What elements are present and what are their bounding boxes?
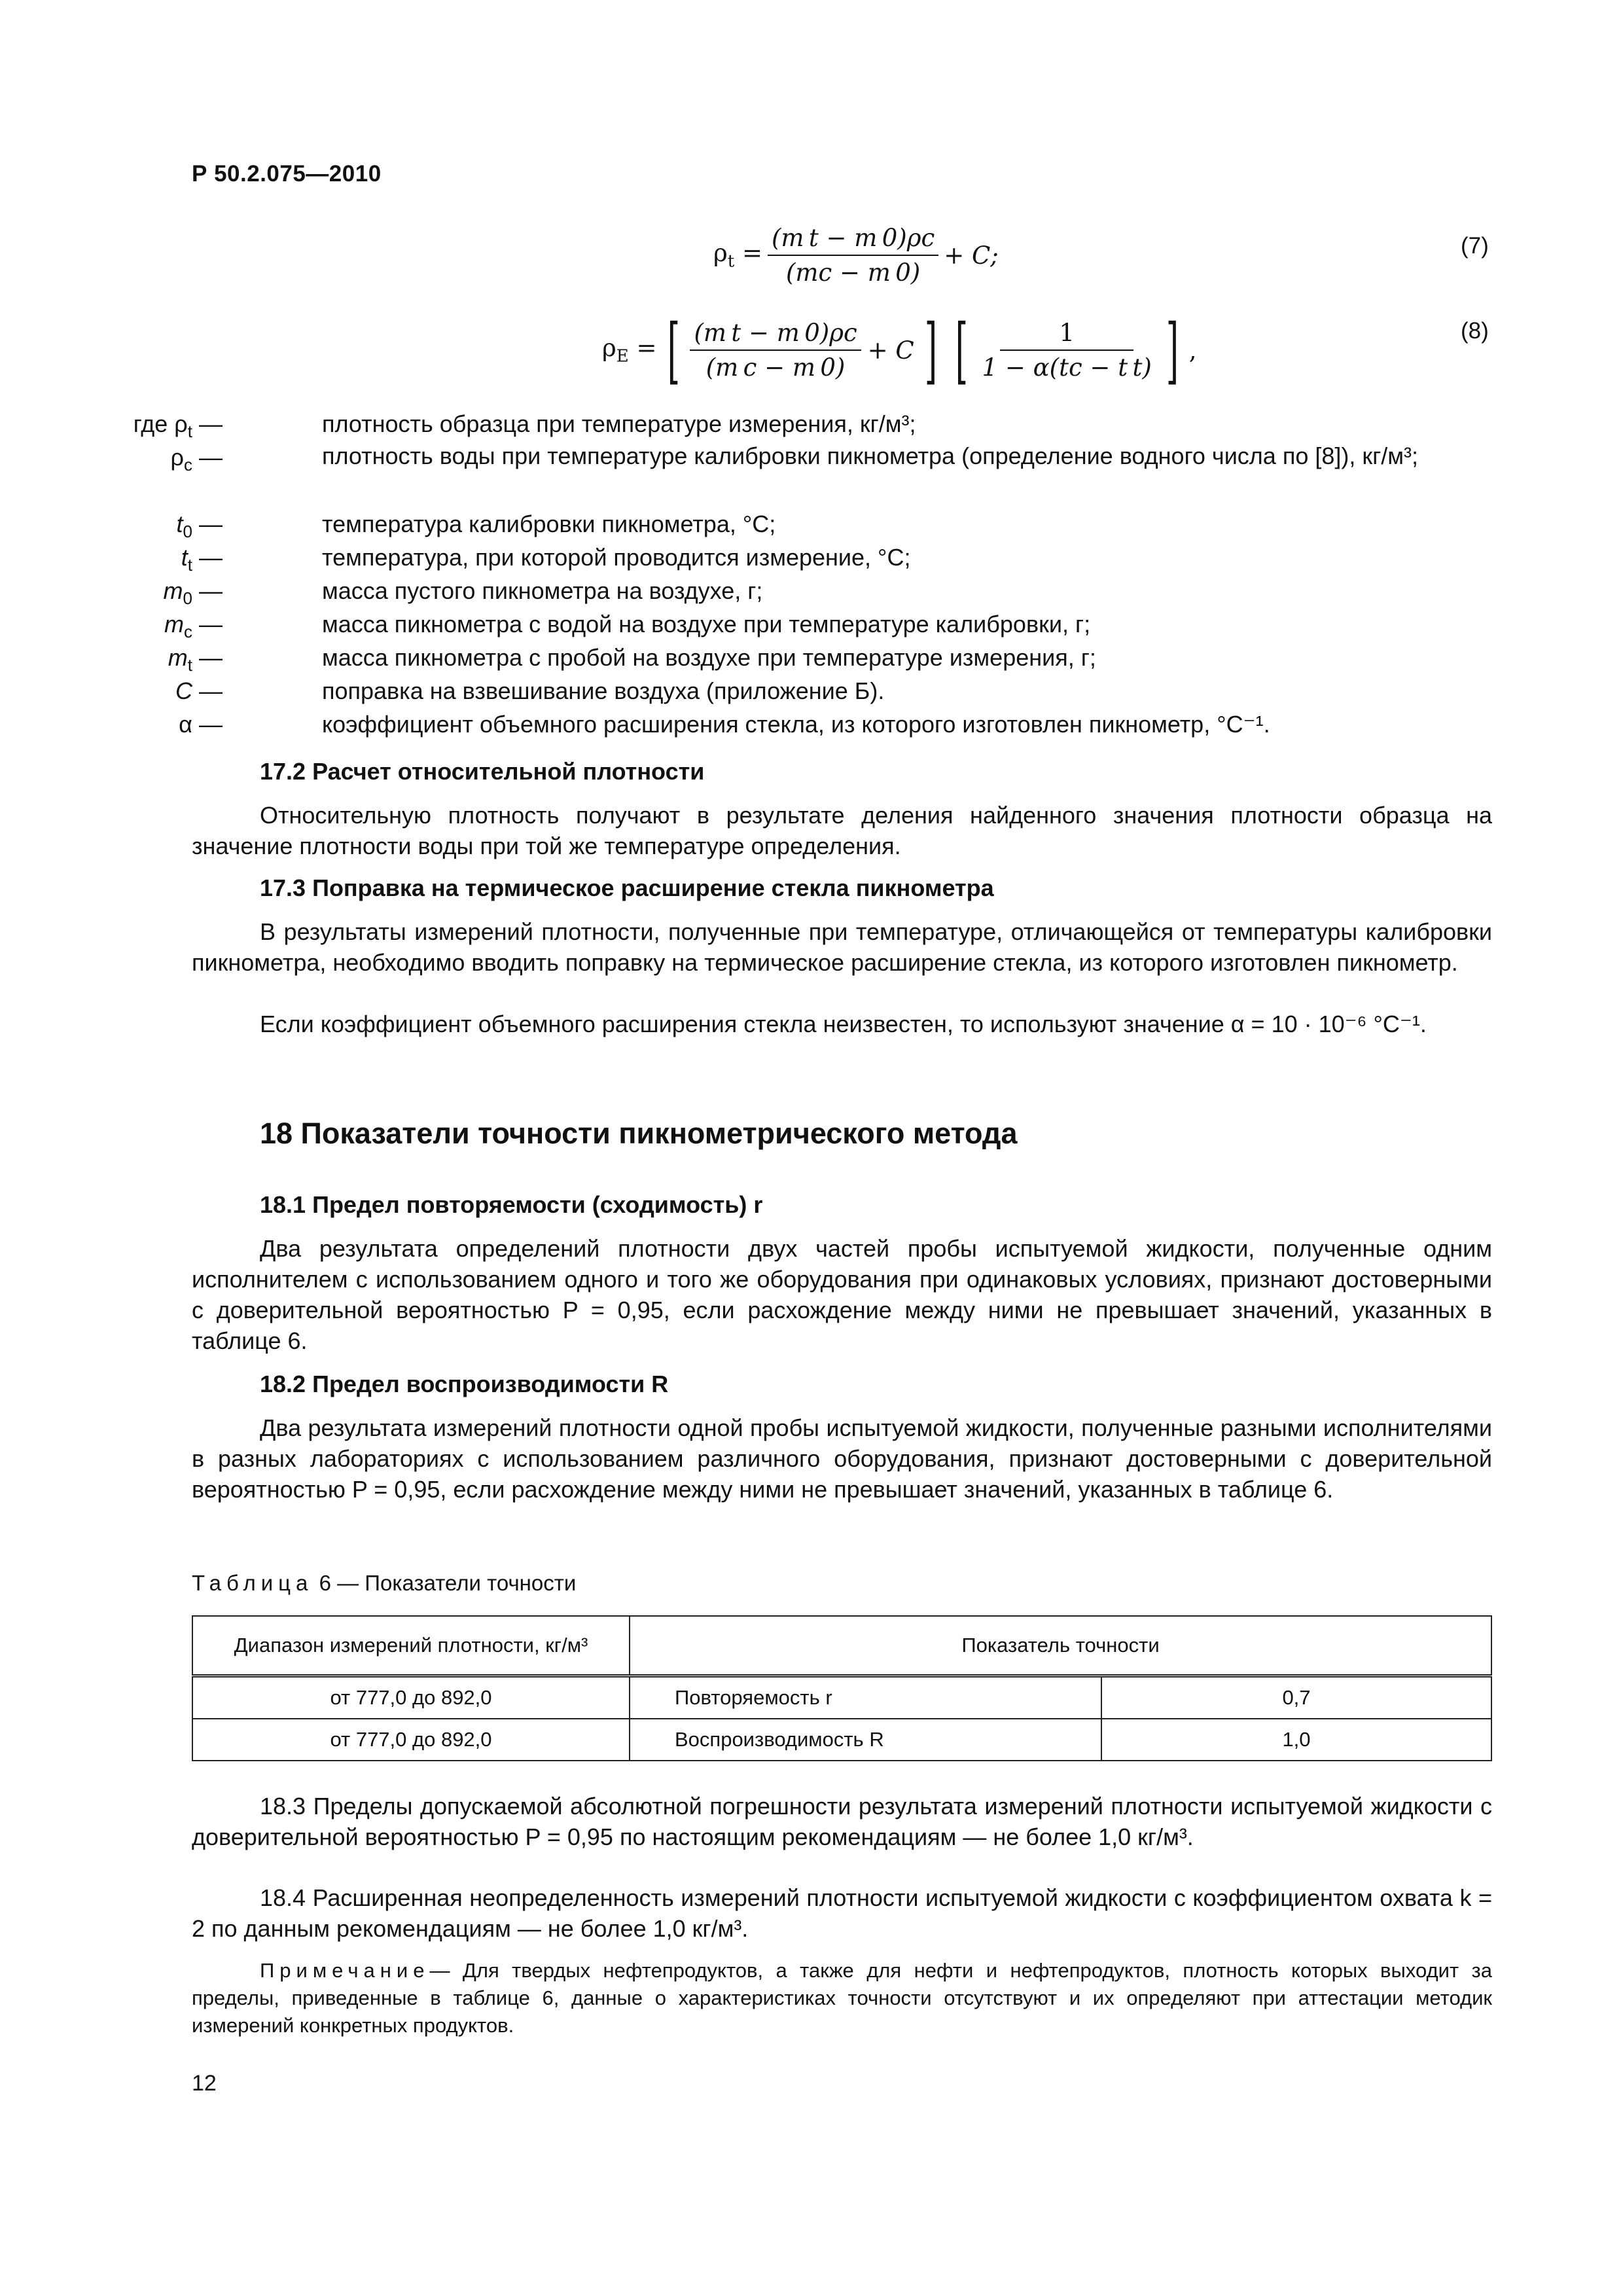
note-label: Примечание [260, 1959, 430, 1982]
table-header-cell: Показатель точности [630, 1616, 1491, 1676]
note-text: — Для твердых нефтепродуктов, а также для нефти и нефтепродуктов, плотность которых выходит за пределы, приведенные в таблице 6, данные о характеристиках точности отсутствуют и их определяют при аттестации методик измерений конкретных продуктов. [192, 1959, 1492, 2037]
section-18-1-title: 18.1 Предел повторяемости (сходимость) r [260, 1191, 763, 1218]
table-row [192, 1719, 1491, 1761]
page-number: 12 [192, 2071, 217, 2096]
section-18-2-title: 18.2 Предел воспроизводимости R [260, 1371, 669, 1397]
table-cell: от 777,0 до 892,0 [192, 1676, 630, 1719]
section-17-2-text: Относительную плотность получают в результате деления найденного значения плотности образца на значение плотности воды при той же температуре определения. [192, 802, 1492, 859]
formula-8-fraction-2 [978, 319, 1156, 382]
section-18-title: 18 Показатели точности пикнометрического метода [260, 1117, 1018, 1150]
formula-8-numerator-1: (m t − m 0)ρc [690, 319, 861, 351]
table-cell: Воспроизводимость R [630, 1719, 1101, 1761]
table-6 [192, 1615, 1492, 1761]
formula-7-number: (7) [1461, 233, 1489, 259]
formula-8-tail: , [1188, 336, 1197, 365]
section-17-2-title: 17.2 Расчет относительной плотности [260, 758, 705, 785]
table-cell: 1,0 [1101, 1719, 1491, 1761]
formula-7-tail: + C; [944, 241, 999, 270]
formula-8-denominator-1: (m c − m 0) [705, 353, 846, 382]
bracket-right-icon: ] [924, 308, 937, 392]
section-18-4-text: 18.4 Расширенная неопределенность измерений плотности испытуемой жидкости с коэффициентом охвата k = 2 по данным рекомендациям — не более 1,0 кг/м³. [192, 1884, 1492, 1942]
table-row [192, 1676, 1491, 1719]
formula-8-numerator-2: 1 [1000, 319, 1133, 351]
formula-7-numerator: (m t − m 0)ρc [768, 224, 938, 256]
formula-8-lhs: $\rho_E$ = [602, 334, 657, 367]
formula-7-lhs: $\rho_t$ = [713, 239, 762, 272]
note [192, 1957, 1492, 2039]
formula-7-fraction [768, 224, 938, 287]
formula-7-denominator: (mc − m 0) [785, 259, 921, 287]
formula-7 [713, 223, 999, 288]
formula-8-denominator-2: 1 − α(tc − t t) [982, 353, 1152, 382]
formula-8-fraction-1 [690, 319, 861, 382]
table-cell: Повторяемость r [630, 1676, 1101, 1719]
table-header-row [192, 1616, 1491, 1676]
section-18-1-text: Два результата определений плотности двух частей пробы испытуемой жидкости, полученные одним исполнителем с использованием одного и того же оборудования при одинаковых условиях, признают достоверными с доверительной вероятностью P = 0,95, если расхождение между ними не превышает значений, указанных в таблице 6. [192, 1235, 1492, 1354]
section-18-3-text: 18.3 Пределы допускаемой абсолютной погрешности результата измерений плотности испытуемой жидкости с доверительной вероятностью P = 0,95 по настоящим рекомендациям — не более 1,0 кг/м³. [192, 1793, 1492, 1850]
section-18-2-text: Два результата измерений плотности одной пробы испытуемой жидкости, полученные разными исполнителями в разных лабораториях с использованием различного оборудования, признают достоверными с доверительной вероятностью P = 0,95, если расхождение между ними не превышает значений, указанных в таблице 6. [192, 1414, 1492, 1503]
bracket-left-icon: [ [955, 308, 968, 392]
definitions-list: где $\rho_t$ — плотность образца при температуре измерения, кг/м³; $\rho_c$ — плотность воды при температуре калибровки пикнометра (определение водного числа по [8]), кг/м³; $t_0$ — температура калибровки пикнометра, °С; $t_t$ — температура, при которой проводится измерение, °С; $m_0$ — масса пустого пикнометра на воздухе, г; $m_c$ — масса пикнометра с водой на воздухе при температуре калибровки, г; $m_t$ — масса пикнометра с пробой на воздухе при температуре измерения, г; C — поправка на взвешивание воздуха (приложение Б). α — коэффициент объемного расширения стекла, из которого изготовлен пикнометр, °С⁻¹. [133, 410, 1418, 738]
table-cell: от 777,0 до 892,0 [192, 1719, 630, 1761]
table-6-caption: Таблица 6 — Показатели точности [192, 1571, 577, 1595]
document-code: Р 50.2.075—2010 [192, 161, 382, 187]
bracket-right-icon: ] [1166, 308, 1179, 392]
bracket-left-icon: [ [667, 308, 680, 392]
table-header-cell: Диапазон измерений плотности, кг/м³ [192, 1616, 630, 1676]
section-17-3-title: 17.3 Поправка на термическое расширение стекла пикнометра [260, 874, 994, 901]
formula-8-number: (8) [1461, 318, 1489, 344]
section-17-3-text: В результаты измерений плотности, полученные при температуре, отличающейся от температуры калибровки пикнометра, необходимо вводить поправку на термическое расширение стекла, из которого изготовлен пикнометр. [192, 918, 1492, 976]
formula-8-plus-c: + C [867, 336, 914, 365]
section-17-3-text-2: Если коэффициент объемного расширения стекла неизвестен, то используют значение α = 10 · 10⁻⁶ °С⁻¹. [260, 1011, 1427, 1037]
table-cell: 0,7 [1101, 1676, 1491, 1719]
formula-8 [602, 308, 1196, 393]
